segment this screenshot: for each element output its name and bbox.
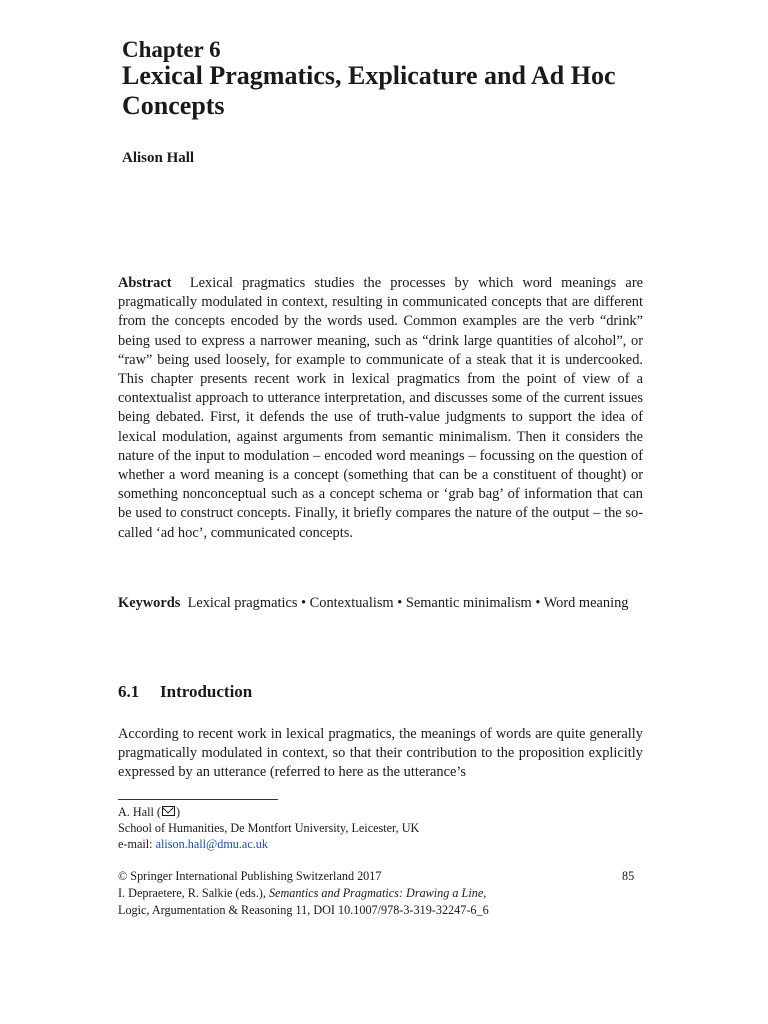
footnote-affiliation: School of Humanities, De Montfort University, Leicester, UK bbox=[118, 821, 420, 835]
citation-series: Logic, Argumentation & Reasoning 11, DOI 10.1007/978-3-319-32247-6_6 bbox=[118, 903, 489, 917]
citation-editors bbox=[118, 885, 486, 901]
keywords-text: Lexical pragmatics • Contextualism • Semantic minimalism • Word meaning bbox=[187, 595, 629, 611]
keywords bbox=[118, 594, 643, 613]
section-body-text: According to recent work in lexical pragmatics, the meanings of words are quite generally pragmatically modulated in context, so that their contribution to the proposition explicitly expressed by an utterance (referred to here as the utterance’s bbox=[118, 726, 643, 781]
section-heading bbox=[118, 682, 252, 702]
citation-title-end: , bbox=[483, 886, 487, 900]
section-title: Introduction bbox=[160, 682, 253, 701]
page-number: 85 bbox=[622, 869, 635, 883]
footnote-author bbox=[118, 804, 180, 820]
section-number: 6.1 bbox=[118, 682, 140, 701]
email-label: e-mail: bbox=[118, 837, 156, 851]
chapter-label: Chapter 6 bbox=[122, 37, 221, 62]
abstract-text: Lexical pragmatics studies the processes by which word meanings are pragmatically modulated in context, resulting in communicated concepts that are different from the concepts encoded by the words used. Common examples are the verb “drink” being used to express a narrower meaning, such as “drink large quantities of alcohol”, or “raw” being used loosely, for example to communicate of a steak that it is undercooked. This chapter presents recent work in lexical pragmatics from the point of view of a contextualist approach to utterance interpretation, and discusses some of the current issues being debated. First, it defends the use of truth-value judgments to support the idea of lexical modulation, against arguments from semantic minimalism. Then it considers the nature of the input to modulation – encoded word meanings – focussing on the question of whether a word meaning is a concept (something that can be a constituent of thought) or something nonconceptual such as a concept schema or ‘grab bag’ of information that can be used to construct concepts. Finally, it briefly compares the nature of the output – the so-called ‘ad hoc’, communicated concepts. bbox=[118, 275, 643, 541]
envelope-icon bbox=[162, 806, 175, 816]
chapter-title: Lexical Pragmatics, Explicature and Ad Hoc Concepts bbox=[122, 61, 616, 120]
abstract bbox=[118, 274, 643, 543]
footnote-author-name: A. Hall ( bbox=[118, 805, 161, 819]
footnote-email bbox=[118, 836, 268, 852]
keywords-heading: Keywords bbox=[118, 595, 181, 611]
citation-editors-text: I. Depraetere, R. Salkie (eds.), bbox=[118, 886, 269, 900]
author-name: Alison Hall bbox=[122, 150, 195, 166]
copyright-line: © Springer International Publishing Switzerland 2017 bbox=[118, 869, 382, 883]
citation-book-title: Semantics and Pragmatics: Drawing a Line bbox=[268, 886, 484, 900]
footnote-divider bbox=[118, 799, 278, 800]
footnote-author-close: ) bbox=[175, 805, 181, 819]
email-link[interactable]: alison.hall@dmu.ac.uk bbox=[155, 837, 268, 851]
abstract-heading: Abstract bbox=[118, 275, 172, 291]
